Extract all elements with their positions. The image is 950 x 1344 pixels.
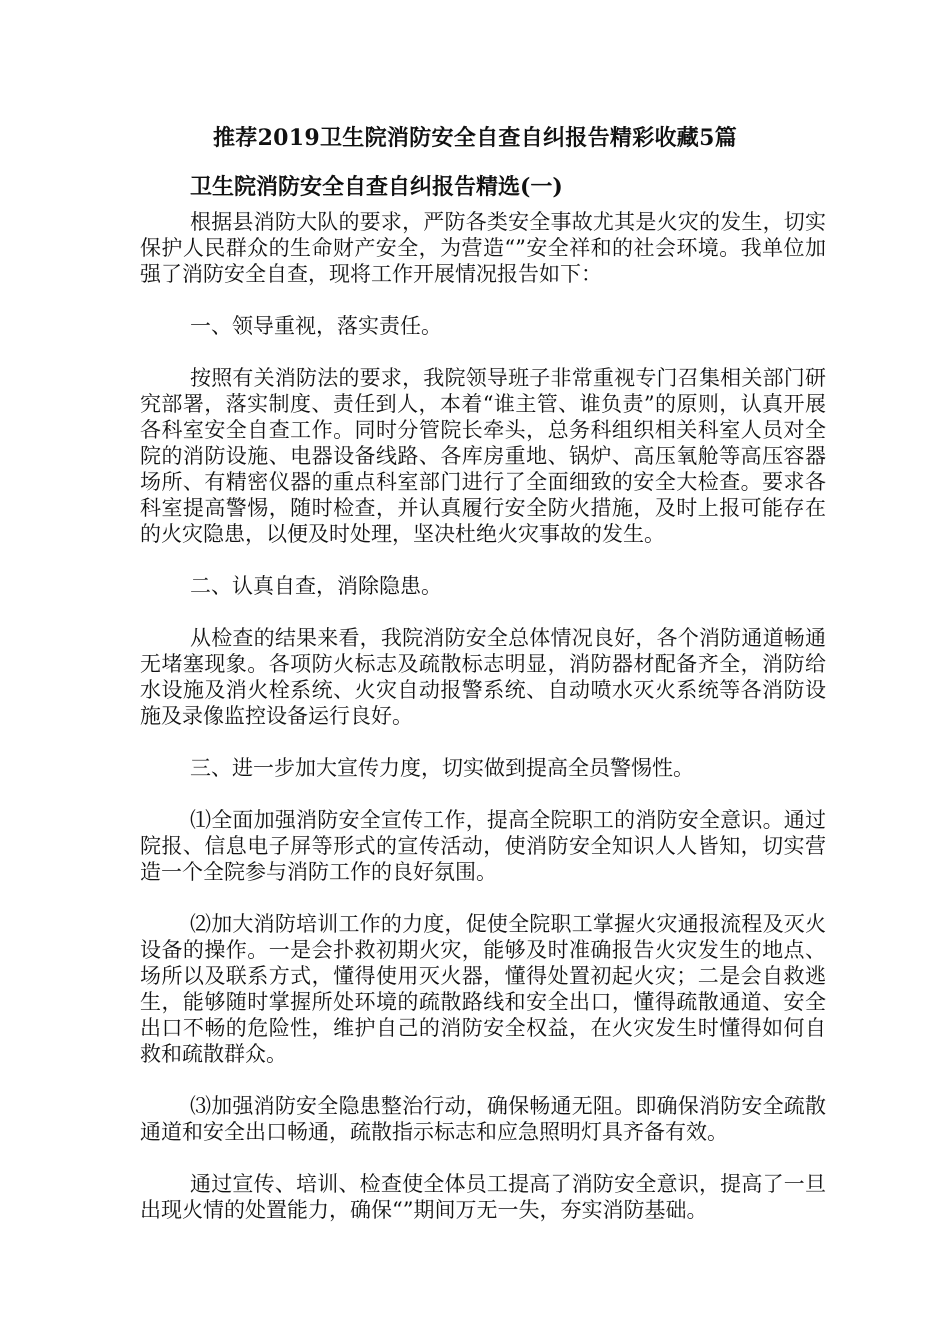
paragraph-conclusion: 通过宣传、培训、检查使全体员工提高了消防安全意识，提高了一旦出现火情的处置能力，确保“”期间万无一失，夯实消防基础。: [140, 1172, 826, 1222]
intro-paragraph: 根据县消防大队的要求，严防各类安全事故尤其是火灾的发生，切实保护人民群众的生命财产安全，为营造“”安全祥和的社会环境。我单位加强了消防安全自查，现将工作开展情况报告如下：: [140, 210, 826, 286]
heading-self-inspection: 二、认真自查，消除隐患。: [190, 574, 442, 598]
paragraph-publicity-2: ⑵加大消防培训工作的力度，促使全院职工掌握火灾通报流程及灭火设备的操作。一是会扑救初期火灾，能够及时准确报告火灾发生的地点、场所以及联系方式，懂得使用灭火器，懂得处置初起火灾；二是会自救逃生，能够随时掌握所处环境的疏散路线和安全出口，懂得疏散通道、安全出口不畅的危险性，维护自己的消防安全权益，在火灾发生时懂得如何自救和疏散群众。: [140, 912, 826, 1066]
heading-leadership: 一、领导重视，落实责任。: [190, 314, 442, 338]
heading-publicity: 三、进一步加大宣传力度，切实做到提高全员警惕性。: [190, 756, 694, 780]
paragraph-publicity-3: ⑶加强消防安全隐患整治行动，确保畅通无阻。即确保消防安全疏散通道和安全出口畅通，疏散指示标志和应急照明灯具齐备有效。: [140, 1094, 826, 1144]
document-title: 推荐2019卫生院消防安全自查自纠报告精彩收藏5篇: [212, 125, 738, 151]
paragraph-self-inspection: 从检查的结果来看，我院消防安全总体情况良好，各个消防通道畅通无堵塞现象。各项防火标志及疏散标志明显，消防器材配备齐全，消防给水设施及消火栓系统、火灾自动报警系统、自动喷水灭火系统等各消防设施及录像监控设备运行良好。: [140, 626, 826, 728]
section-title: 卫生院消防安全自查自纠报告精选(一): [190, 174, 563, 200]
paragraph-leadership: 按照有关消防法的要求，我院领导班子非常重视专门召集相关部门研究部署，落实制度、责任到人，本着“谁主管、谁负责”的原则，认真开展各科室安全自查工作。同时分管院长牵头，总务科组织相关科室人员对全院的消防设施、电器设备线路、各库房重地、锅炉、高压氧舱等高压容器场所、有精密仪器的重点科室部门进行了全面细致的安全大检查。要求各科室提高警惕，随时检查，并认真履行安全防火措施，及时上报可能存在的火灾隐患，以便及时处理，坚决杜绝火灾事故的发生。: [140, 366, 826, 546]
document-body: [140, 209, 826, 1249]
paragraph-publicity-1: ⑴全面加强消防安全宣传工作，提高全院职工的消防安全意识。通过院报、信息电子屏等形式的宣传活动，使消防安全知识人人皆知，切实营造一个全院参与消防工作的良好氛围。: [140, 808, 826, 884]
